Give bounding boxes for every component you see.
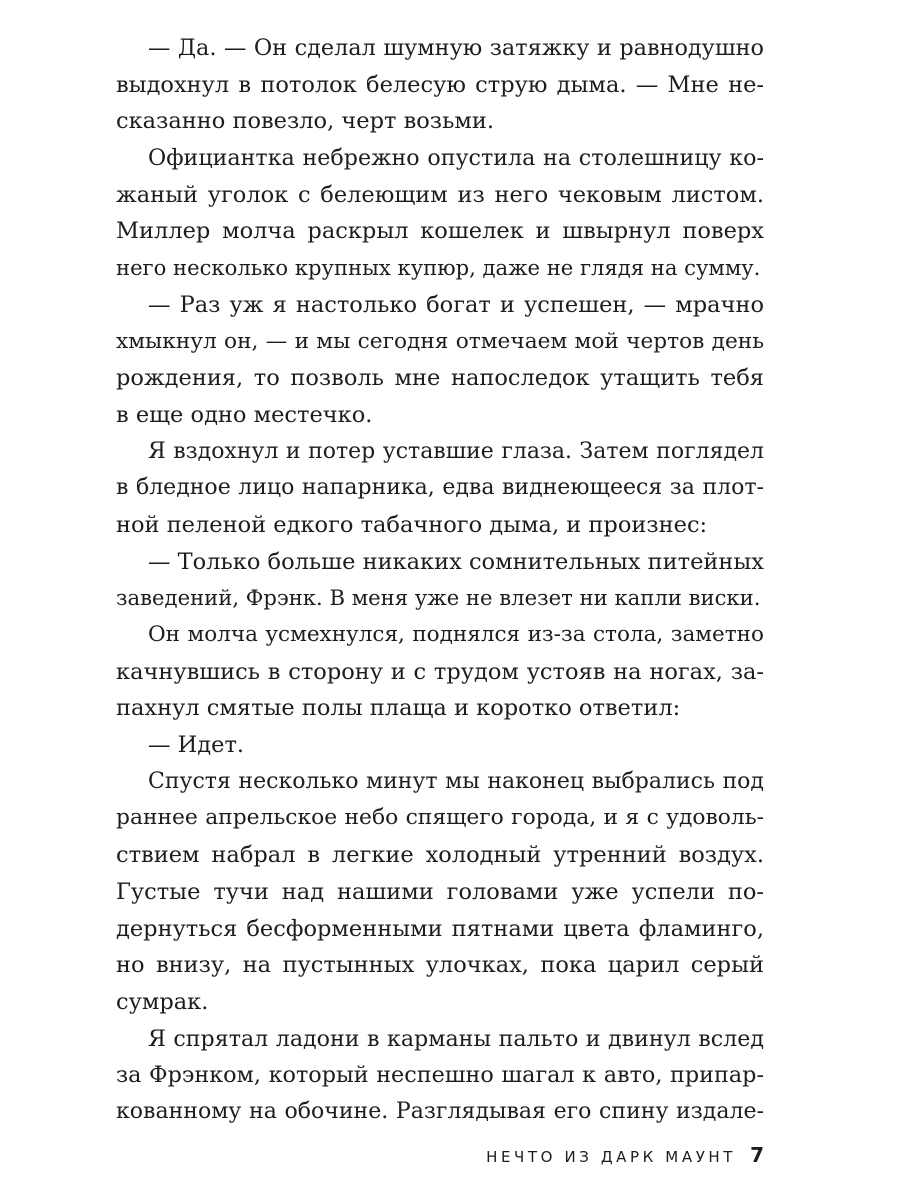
text-line: Я вздохнул и потер уставшие глаза. Затем поглядел [148,438,764,464]
text-line: Густые тучи над нашими головами уже успели по- [116,878,764,905]
page-number: 7 [750,1143,764,1167]
text-line: в еще одно местечко. [116,401,373,428]
running-head: НЕЧТО ИЗ ДАРК МАУНТ [486,1148,737,1166]
text-line: раннее апрельское небо спящего города, и я с удоволь- [116,805,764,831]
text-line: хмыкнул он, — и мы сегодня отмечаем мой чертов день [116,328,764,354]
text-line: за Фрэнком, который неспешно шагал к авто, припар- [116,1062,764,1089]
text-line: — Идет. [148,732,245,759]
text-line: — Только больше никаких сомнительных питейных [148,548,764,575]
text-line: него несколько крупных купюр, даже не глядя на сумму. [116,255,761,281]
text-line: жаный уголок с белеющим из него чековым листом. [116,181,764,208]
page-footer [486,1140,764,1170]
text-line: дернуться бесформенными пятнами цвета фламинго, [116,915,764,942]
text-line: рождения, то позволь мне напоследок утащить тебя [116,365,764,392]
text-line: Официантка небрежно опустила на столешницу ко- [148,145,764,172]
text-line: сумрак. [116,988,209,1015]
text-line: сказанно повезло, черт возьми. [116,108,494,135]
text-line: в бледное лицо напарника, едва виднеющееся за плот- [116,475,764,501]
text-line: выдохнул в потолок белесую струю дыма. — Мне не- [116,71,764,98]
text-line: — Раз уж я настолько богат и успешен, — мрачно [148,291,764,318]
text-line: ствием набрал в легкие холодный утренний воздух. [116,842,764,869]
text-line: ной пеленой едкого табачного дыма, и произнес: [116,511,708,538]
text-line: Миллер молча раскрыл кошелек и швырнул поверх [116,218,764,245]
text-line: Спустя несколько минут мы наконец выбрались под [148,768,764,794]
text-line: заведений, Фрэнк. В меня уже не влезет ни капли виски. [116,585,761,611]
text-line: но внизу, на пустынных улочках, пока царил серый [116,952,764,979]
text-line: Он молча усмехнулся, поднялся из-за стола, заметно [148,622,764,647]
text-line: кованному на обочине. Разглядывая его спину издале- [116,1098,764,1124]
text-line: качнувшись в сторону и с трудом устояв на ногах, за- [116,658,764,685]
text-line: — Да. — Он сделал шумную затяжку и равнодушно [148,35,764,61]
body-text [116,30,764,1131]
text-line: пахнул смятые полы плаща и коротко ответил: [116,695,681,722]
text-line: Я спрятал ладони в карманы пальто и двинул вслед [148,1025,764,1052]
